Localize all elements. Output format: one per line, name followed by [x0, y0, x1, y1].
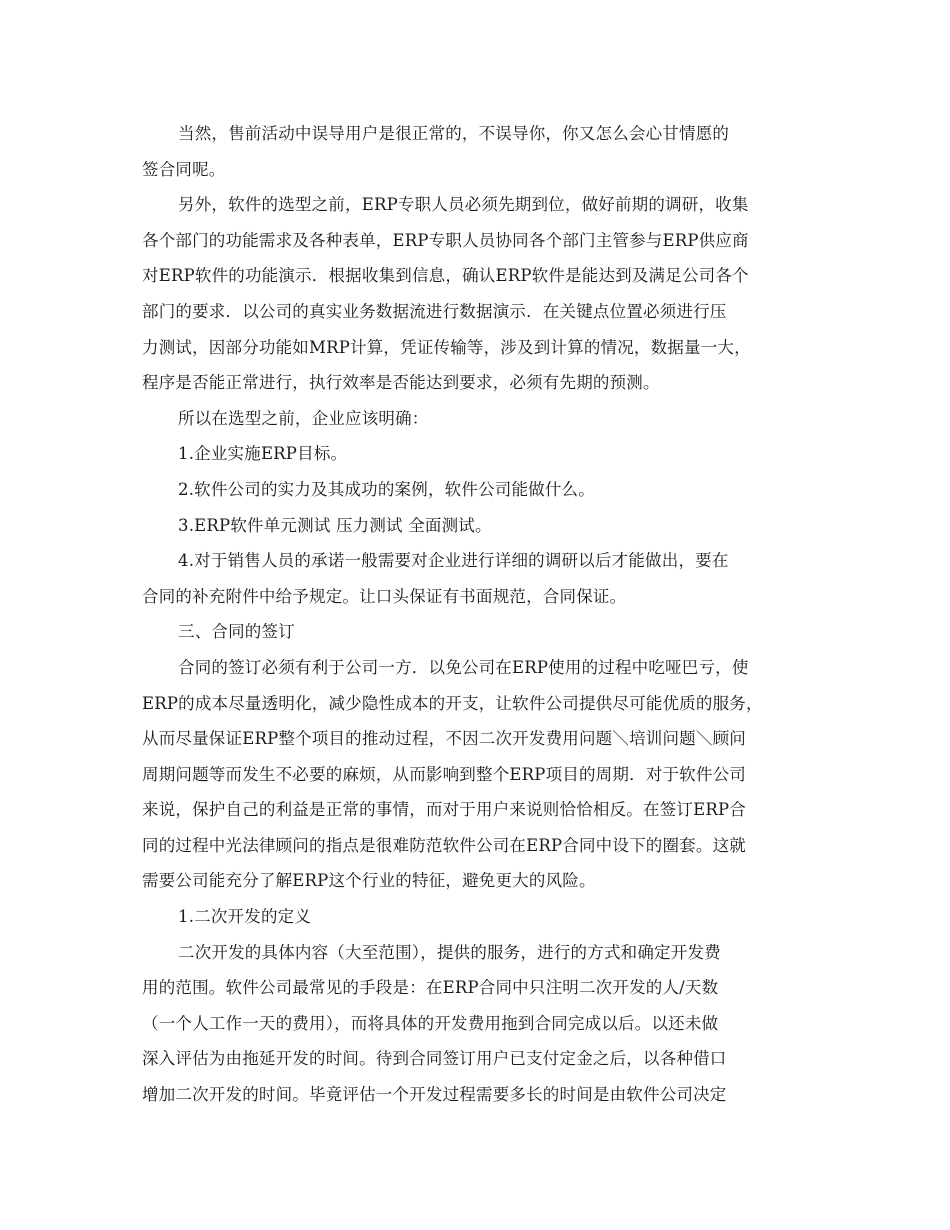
- section-heading-contract-signing: [142, 614, 802, 650]
- paragraph-line: 签合同呢。: [142, 159, 226, 179]
- paragraph-presales-misleading: [142, 116, 802, 187]
- paragraph-line: 对ERP软件的功能演示．根据收集到信息，确认ERP软件是能达到及满足公司各个: [142, 266, 749, 286]
- paragraph-line: 所以在选型之前，企业应该明确：: [178, 408, 429, 428]
- paragraph-line: 程序是否能正常进行，执行效率是否能达到要求，必须有先期的预测。: [142, 373, 660, 393]
- subsection-heading-secondary-development: [142, 899, 802, 935]
- document-body: [142, 116, 802, 1113]
- paragraph-line: 二次开发的具体内容（大至范围），提供的服务，进行的方式和确定开发费: [178, 942, 721, 962]
- paragraph-line: 2.软件公司的实力及其成功的案例，软件公司能做什么。: [178, 479, 595, 499]
- paragraph-line: 4.对于销售人员的承诺一般需要对企业进行详细的调研以后才能做出，要在: [178, 551, 729, 571]
- section-heading: 三、合同的签订: [178, 622, 295, 642]
- paragraph-line: 增加二次开发的时间。毕竟评估一个开发过程需要多长的时间是由软件公司决定: [142, 1085, 727, 1105]
- paragraph-line: ERP的成本尽量透明化，减少隐性成本的开支，让软件公司提供尽可能优质的服务，: [142, 693, 763, 713]
- list-item-1: [142, 436, 802, 472]
- paragraph-line: 来说，保护自己的利益是正常的事情，而对于用户来说则恰恰相反。在签订ERP合: [142, 800, 746, 820]
- paragraph-line: 另外，软件的选型之前，ERP专职人员必须先期到位，做好前期的调研，收集: [178, 195, 749, 215]
- paragraph-line: 当然，售前活动中误导用户是很正常的，不误导你，你又怎么会心甘情愿的: [178, 124, 730, 143]
- paragraph-line: 用的范围。软件公司最常见的手段是：在ERP合同中只注明二次开发的人/天数: [142, 978, 719, 998]
- paragraph-line: 从而尽量保证ERP整个项目的推动过程，不因二次开发费用问题＼培训问题＼顾问: [142, 729, 746, 749]
- paragraph-line: 合同的补充附件中给予规定。让口头保证有书面规范，合同保证。: [142, 586, 627, 606]
- paragraph-contract-signing: [142, 650, 802, 899]
- paragraph-line: （一个人工作一天的费用），而将具体的开发费用拖到合同完成以后。以还未做: [142, 1013, 719, 1033]
- paragraph-line: 各个部门的功能需求及各种表单，ERP专职人员协同各个部门主管参与ERP供应商: [142, 230, 749, 250]
- list-item-4: [142, 543, 802, 614]
- paragraph-line: 3.ERP软件单元测试 压力测试 全面测试。: [178, 515, 492, 535]
- paragraph-selection-intro: [142, 401, 802, 437]
- paragraph-line: 合同的签订必须有利于公司一方．以免公司在ERP使用的过程中吃哑巴亏，使: [178, 657, 749, 677]
- subsection-heading: 1.二次开发的定义: [178, 907, 312, 927]
- paragraph-line: 周期问题等而发生不必要的麻烦，从而影响到整个ERP项目的周期．对于软件公司: [142, 764, 746, 784]
- paragraph-line: 需要公司能充分了解ERP这个行业的特征，避免更大的风险。: [142, 871, 596, 891]
- paragraph-selection-preparation: [142, 187, 802, 401]
- paragraph-secondary-development: [142, 935, 802, 1113]
- paragraph-line: 同的过程中光法律顾问的指点是很难防范软件公司在ERP合同中设下的圈套。这就: [142, 835, 746, 855]
- paragraph-line: 深入评估为由拖延开发的时间。待到合同签订用户已支付定金之后，以各种借口: [142, 1049, 727, 1069]
- paragraph-line: 力测试，因部分功能如MRP计算，凭证传输等，涉及到计算的情况，数据量一大，: [142, 337, 751, 357]
- paragraph-line: 部门的要求．以公司的真实业务数据流进行数据演示．在关键点位置必须进行压: [142, 301, 727, 321]
- paragraph-line: 1.企业实施ERP目标。: [178, 444, 348, 464]
- list-item-2: [142, 472, 802, 508]
- list-item-3: [142, 508, 802, 544]
